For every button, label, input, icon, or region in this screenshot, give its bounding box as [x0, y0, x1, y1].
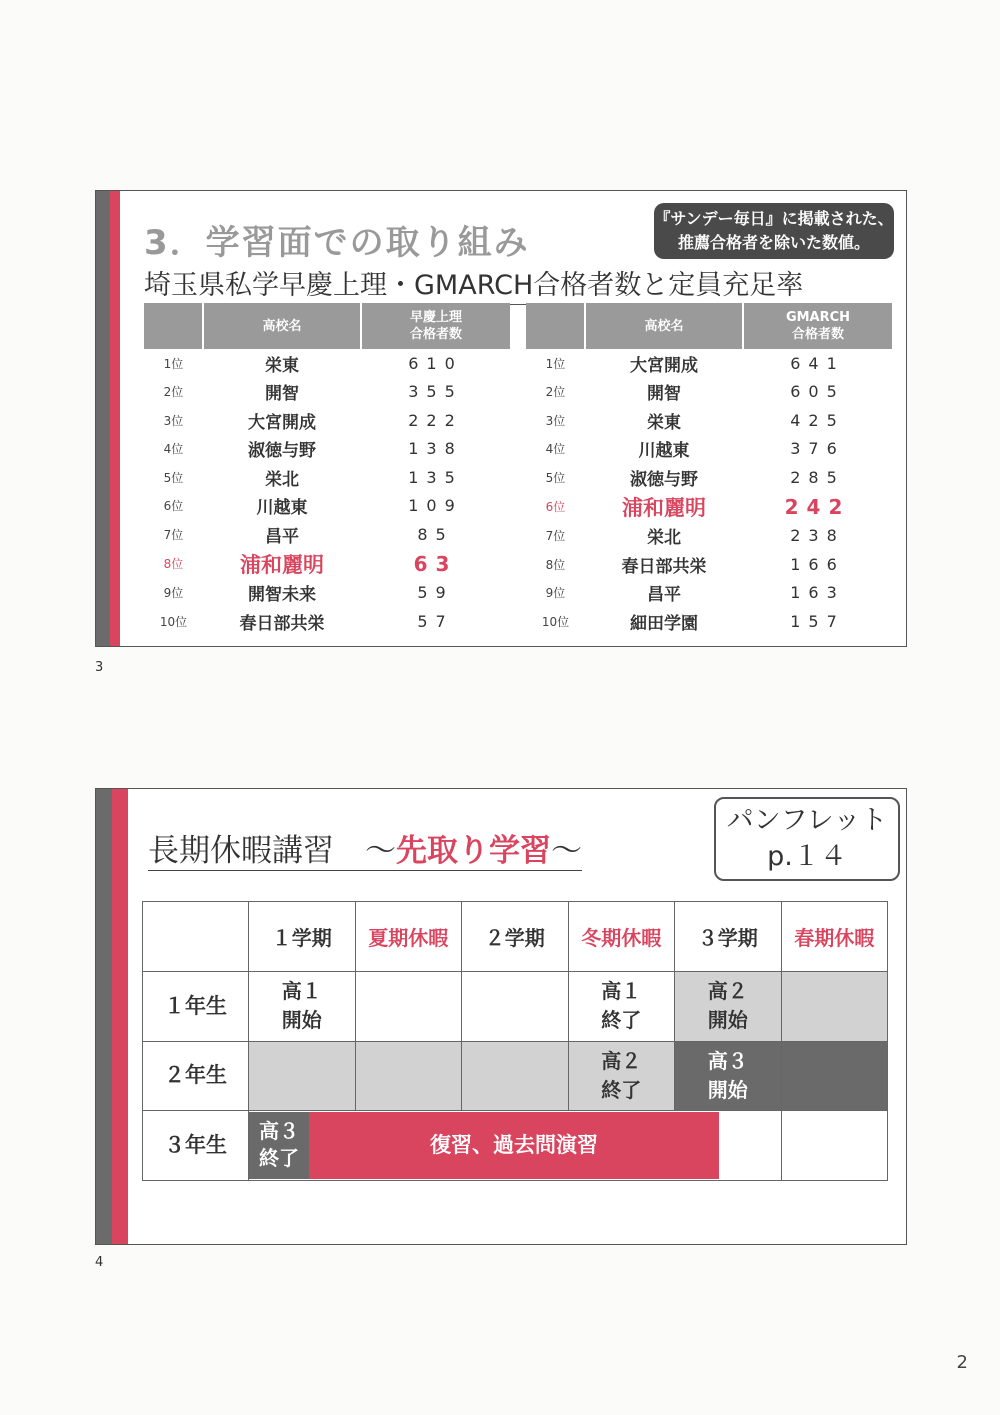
cell-shaded	[355, 1041, 462, 1111]
table-row	[526, 607, 892, 636]
schedule-header-row	[143, 902, 888, 972]
table-row	[526, 378, 892, 407]
table-row	[144, 579, 510, 608]
school-cell: 春日部共栄	[621, 556, 707, 577]
table-row	[144, 463, 510, 492]
header-school: 高校名	[585, 303, 743, 349]
school-cell: 淑徳与野	[630, 469, 698, 490]
header-school: 高校名	[203, 303, 361, 349]
school-cell: 開智	[265, 384, 299, 405]
cell-line: 終了	[259, 1146, 299, 1171]
slide-title	[148, 825, 582, 871]
slide-side-bar-dark	[96, 191, 110, 646]
cell-line: 高３	[707, 1048, 748, 1073]
cell-line: 高２	[707, 979, 748, 1004]
school-cell: 栄東	[647, 412, 681, 433]
rank-cell: 6位	[545, 500, 566, 514]
cell-line: 高１	[601, 979, 642, 1004]
row-label: １年生	[143, 972, 249, 1042]
table-row	[526, 406, 892, 435]
count-cell: 641	[790, 353, 845, 373]
cell-next-start	[675, 1041, 782, 1111]
header-count	[743, 303, 892, 349]
ranking-table-gmarch	[526, 303, 892, 636]
header-term-3: ３学期	[675, 902, 782, 972]
count-cell: 135	[408, 467, 463, 487]
schedule-row-year-1	[143, 972, 888, 1042]
cell-end	[249, 1112, 309, 1179]
school-cell: 栄東	[265, 355, 299, 376]
cell-next-start	[675, 972, 782, 1042]
header-count-line-1: GMARCH	[785, 310, 851, 325]
cell-shaded	[781, 972, 888, 1042]
schedule-row-year-3	[143, 1111, 888, 1181]
cell-shaded-dark	[781, 1041, 888, 1111]
school-cell: 開智	[647, 384, 681, 405]
school-cell: 栄北	[265, 469, 299, 490]
header-term-1: １学期	[249, 902, 356, 972]
rank-cell: 5位	[163, 470, 184, 485]
school-cell: 栄北	[647, 528, 681, 549]
slide-side-bar-red	[112, 789, 128, 1244]
cell-empty	[781, 1111, 888, 1181]
rank-cell: 4位	[163, 442, 184, 457]
cell-line: 開始	[281, 1008, 322, 1033]
school-cell: 浦和麗明	[622, 495, 706, 520]
school-cell: 昌平	[647, 585, 681, 606]
schedule-row-year-2	[143, 1041, 888, 1111]
school-cell: 細田学園	[630, 613, 698, 634]
table-row	[526, 349, 892, 378]
rank-cell: 7位	[163, 527, 184, 542]
source-note-line-1: 『サンデー毎日』に掲載された、	[654, 209, 894, 228]
cell-empty	[719, 1112, 781, 1179]
page-number: 2	[956, 1352, 968, 1373]
rank-cell: 1位	[163, 356, 184, 371]
table-row	[526, 522, 892, 551]
school-cell: 大宮開成	[248, 412, 316, 433]
header-corner	[143, 902, 249, 972]
row-label: ３年生	[143, 1111, 249, 1181]
cell-line: 終了	[601, 1077, 642, 1102]
slide-title: 3．学習面での取り組み	[144, 223, 530, 263]
rank-cell: 3位	[545, 413, 566, 428]
count-cell: 222	[408, 410, 463, 430]
rank-cell: 5位	[545, 470, 566, 485]
row-label: ２年生	[143, 1041, 249, 1111]
cell-line: 高２	[601, 1048, 642, 1073]
schedule-table	[142, 901, 888, 1181]
rank-cell: 9位	[545, 586, 566, 601]
cell-shaded	[462, 1041, 569, 1111]
rank-cell: 9位	[163, 586, 184, 601]
header-count-line-2: 合格者数	[409, 327, 462, 342]
cell-review-span	[249, 1111, 782, 1181]
table-row	[526, 579, 892, 608]
title-highlight: 先取り学習	[396, 833, 551, 869]
school-cell: 川越東	[256, 498, 308, 519]
count-cell: 138	[408, 439, 463, 459]
cell-shaded	[249, 1041, 356, 1111]
school-cell: 開智未来	[248, 585, 316, 606]
table-row	[144, 378, 510, 407]
cell-line: 高１	[281, 979, 322, 1004]
count-cell: 157	[790, 611, 845, 631]
header-count	[361, 303, 510, 349]
count-cell: 425	[790, 410, 845, 430]
slide-side-bar-red	[110, 191, 120, 646]
rank-cell: 2位	[163, 385, 184, 400]
header-spring: 春期休暇	[781, 902, 888, 972]
table-row	[144, 492, 510, 521]
table-row	[144, 349, 510, 378]
slide-3	[95, 190, 907, 647]
cell-line: 開始	[707, 1077, 748, 1102]
table-header-row	[526, 303, 892, 349]
table-row	[144, 406, 510, 435]
slide-number: 4	[95, 1255, 104, 1270]
count-cell: 59	[417, 583, 454, 603]
header-term-2: ２学期	[462, 902, 569, 972]
slide-side-bar-dark	[96, 789, 112, 1244]
rank-cell: 6位	[163, 499, 184, 514]
rank-cell: 10位	[541, 614, 570, 629]
rank-cell: 8位	[163, 557, 184, 571]
school-cell: 春日部共栄	[239, 613, 325, 634]
table-header-row	[144, 303, 510, 349]
count-cell: 610	[408, 353, 463, 373]
school-cell: 浦和麗明	[240, 552, 324, 577]
pamphlet-label: パンフレット	[726, 805, 888, 836]
cell-end	[568, 972, 675, 1042]
pamphlet-page: p.１４	[767, 841, 847, 872]
header-winter: 冬期休暇	[568, 902, 675, 972]
rank-cell: 8位	[545, 557, 566, 572]
table-row	[144, 607, 510, 636]
ranking-table-soukei	[144, 303, 510, 636]
header-summer: 夏期休暇	[355, 902, 462, 972]
title-prefix: 長期休暇講習 ～	[148, 833, 396, 869]
rank-cell: 2位	[545, 385, 566, 400]
cell-empty	[462, 972, 569, 1042]
count-cell: 376	[790, 439, 845, 459]
slide-number: 3	[95, 660, 104, 675]
cell-start	[249, 972, 356, 1042]
header-count-line-1: 早慶上理	[409, 310, 462, 325]
table-row	[144, 549, 510, 579]
count-cell: 285	[790, 467, 845, 487]
header-rank	[144, 303, 203, 349]
header-rank	[526, 303, 585, 349]
table-row	[144, 520, 510, 549]
rank-cell: 1位	[545, 356, 566, 371]
title-suffix: ～	[551, 833, 582, 869]
table-row	[526, 463, 892, 492]
school-cell: 大宮開成	[630, 355, 698, 376]
school-cell: 昌平	[265, 526, 299, 547]
school-cell: 淑徳与野	[248, 441, 316, 462]
pamphlet-reference-box	[714, 797, 900, 881]
count-cell: 109	[408, 496, 463, 516]
count-cell: 63	[413, 551, 458, 576]
table-row	[526, 435, 892, 464]
table-row	[526, 492, 892, 522]
slide-4	[95, 788, 907, 1245]
review-bar: 復習、過去問演習	[309, 1112, 719, 1179]
count-cell: 355	[408, 382, 463, 402]
rank-cell: 3位	[163, 413, 184, 428]
count-cell: 166	[790, 554, 845, 574]
count-cell: 238	[790, 526, 845, 546]
slide-subtitle: 埼玉県私学早慶上理・GMARCH合格者数と定員充足率	[144, 263, 803, 305]
table-row	[526, 550, 892, 579]
cell-end	[568, 1041, 675, 1111]
source-note	[654, 203, 894, 259]
header-count-line-2: 合格者数	[791, 327, 844, 342]
cell-line: 高３	[259, 1119, 299, 1144]
source-note-line-2: 推薦合格者を除いた数値。	[677, 233, 870, 252]
count-cell: 57	[417, 611, 454, 631]
count-cell: 85	[417, 524, 454, 544]
count-cell: 605	[790, 382, 845, 402]
school-cell: 川越東	[638, 441, 690, 462]
rank-cell: 7位	[545, 529, 566, 544]
cell-empty	[355, 972, 462, 1042]
cell-line: 開始	[707, 1008, 748, 1033]
count-cell: 163	[790, 583, 845, 603]
table-row	[144, 435, 510, 464]
rank-cell: 10位	[159, 614, 188, 629]
rank-cell: 4位	[545, 442, 566, 457]
count-cell: 242	[784, 494, 851, 519]
cell-line: 終了	[601, 1008, 642, 1033]
